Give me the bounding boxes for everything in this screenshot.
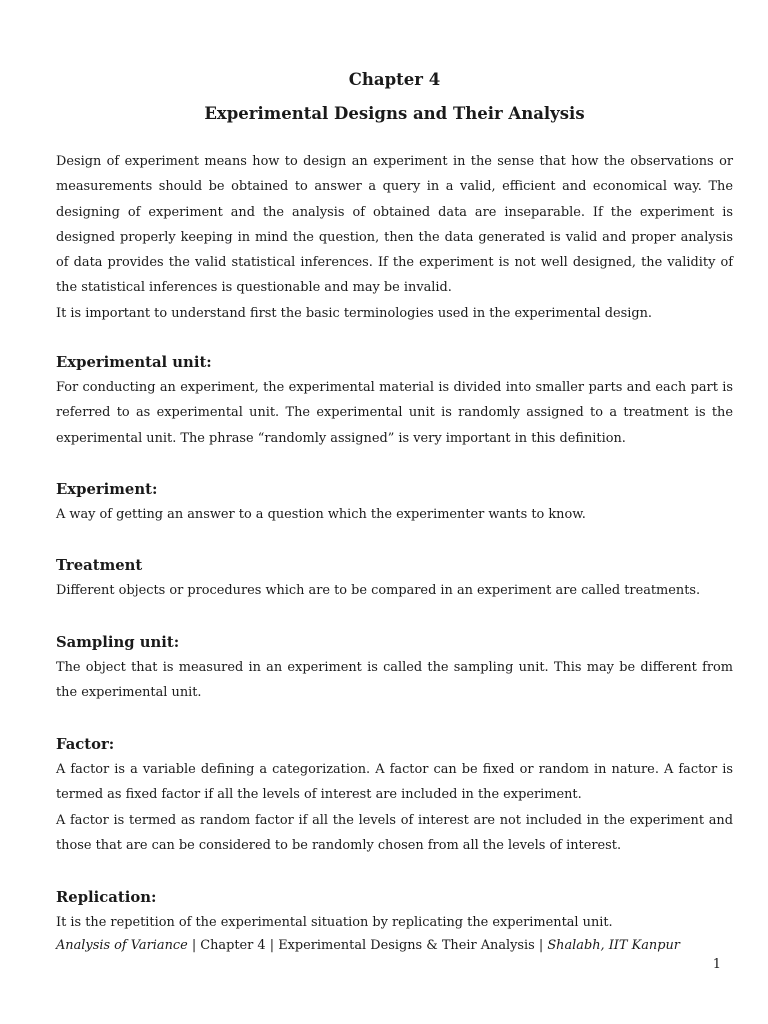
heading-factor: Factor:: [56, 736, 115, 754]
intro-paragraph-2: It is important to understand first the basic terminologies used in the experimental design.: [56, 305, 653, 321]
page-number: 1: [712, 957, 721, 972]
footer-author: Shalabh, IIT Kanpur: [547, 938, 680, 953]
text-factor-1: A factor is a variable defining a categorization. A factor can be fixed or random in nature. A factor is termed as fixed factor if all the levels of interest are included in the experiment.: [56, 762, 733, 803]
footer-chapter-title: Experimental Designs & Their Analysis: [278, 938, 535, 953]
text-replication: It is the repetition of the experimental situation by replicating the experimental unit.: [56, 915, 613, 931]
footer-separator: |: [187, 938, 201, 953]
document-body: [56, 149, 733, 936]
intro-paragraph: Design of experiment means how to design an experiment in the sense that how the observations or measurements should be obtained to answer a query in a valid, efficient and economical way. The designing of experiment and the analysis of obtained data are inseparable. If the experiment is designed properly keeping in mind the question, then the data generated is valid and proper analysis of data provides the valid statistical inferences. If the experiment is not well designed, the validity of the statistical inferences is questionable and may be invalid.: [56, 154, 733, 296]
document-page: [56, 0, 733, 1024]
text-factor-2: A factor is termed as random factor if all the levels of interest are not included in the experiment and those that are can be considered to be randomly chosen from all the levels of interest.: [56, 812, 733, 854]
heading-treatment: Treatment: [56, 557, 143, 575]
page-footer: [56, 936, 733, 956]
page-title: Experimental Designs and Their Analysis: [204, 104, 585, 123]
chapter-label: Chapter 4: [348, 70, 441, 89]
text-experiment: A way of getting an answer to a question which the experimenter wants to know.: [56, 506, 586, 522]
heading-experiment: Experiment:: [56, 480, 158, 498]
text-experimental-unit: For conducting an experiment, the experimental material is divided into smaller parts and each part is referred to as experimental unit. The experimental unit is randomly assigned to a treatment is the experimental unit. The phrase “randomly assigned” is very important in this definition.: [56, 380, 733, 446]
footer-separator: |: [534, 938, 548, 953]
heading-replication: Replication:: [56, 889, 157, 907]
heading-experimental-unit: Experimental unit:: [56, 354, 212, 372]
footer-chapter: Chapter 4: [200, 938, 266, 953]
footer-book-title: Analysis of Variance: [56, 938, 188, 953]
heading-sampling-unit: Sampling unit:: [56, 633, 180, 651]
text-treatment: Different objects or procedures which are to be compared in an experiment are called treatments.: [56, 583, 701, 599]
footer-separator: |: [265, 938, 279, 953]
text-sampling-unit: The object that is measured in an experiment is called the sampling unit. This may be different from the experimental unit.: [56, 659, 733, 700]
